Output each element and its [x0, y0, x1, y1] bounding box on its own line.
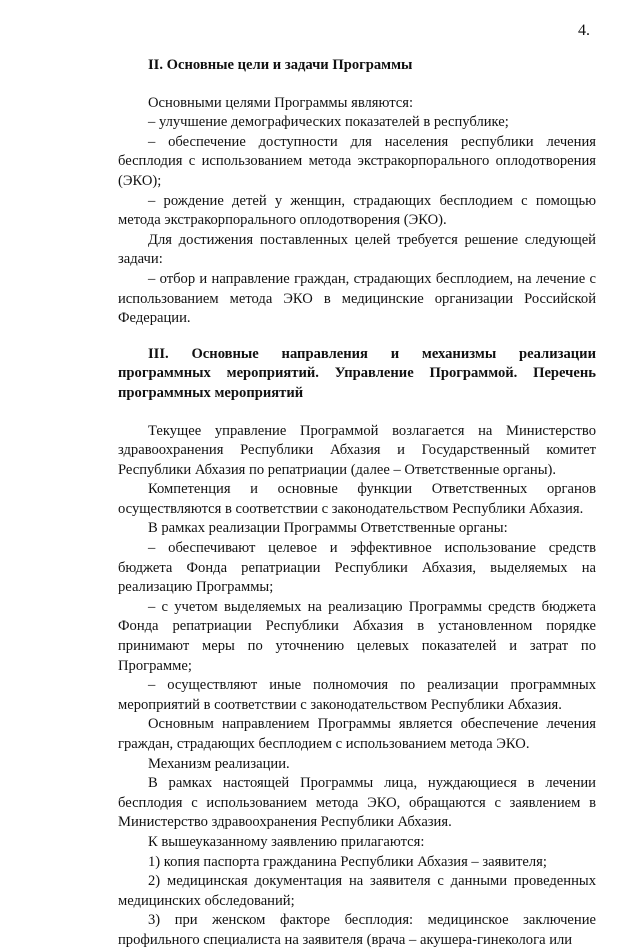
paragraph: Текущее управление Программой возлагается на Министерство здравоохранения Республики Абхазия и Государственный комитет Республики Абхазия по репатриации (далее – Ответственные органы).: [118, 422, 596, 478]
page-number: 4.: [578, 22, 590, 39]
paragraph: В рамках настоящей Программы лица, нуждающиеся в лечении бесплодия с использованием метода ЭКО, обращаются с заявлением в Министерство здравоохранения Республики Абхазия.: [118, 775, 596, 831]
section-3-title: III. Основные направления и механизмы реализации программных мероприятий. Управление Программой. Перечень программных мероприятий: [118, 345, 596, 401]
paragraph: – осуществляют иные полномочия по реализации программных мероприятий в соответствии с законодательством Республики Абхазия.: [118, 677, 596, 713]
list-item: 3) при женском факторе бесплодия: медицинское заключение профильного специалиста на заявителя (врача – акушера-гинеколога или: [118, 912, 596, 948]
paragraph: – обеспечение доступности для населения республики лечения бесплодия с использованием метода экстракорпорального оплодотворения (ЭКО);: [118, 133, 596, 189]
section-2-title: II. Основные цели и задачи Программы: [148, 57, 413, 73]
paragraph: – рождение детей у женщин, страдающих бесплодием с помощью метода экстракорпорального оплодотворения (ЭКО).: [118, 192, 596, 229]
list-item: 1) копия паспорта гражданина Республики Абхазия – заявителя;: [148, 853, 547, 870]
section-2-text: [118, 94, 596, 329]
list-item: 2) медицинская документация на заявителя с данными проведенных медицинских обследований;: [118, 873, 596, 909]
paragraph: В рамках реализации Программы Ответственные органы:: [148, 520, 508, 537]
paragraph: Компетенция и основные функции Ответственных органов осуществляются в соответствии с законодательством Республики Абхазия.: [118, 481, 596, 517]
paragraph: – отбор и направление граждан, страдающих бесплодием, на лечение с использованием метода ЭКО в медицинские организации Российской Федерации.: [118, 270, 596, 327]
paragraph: Для достижения поставленных целей требуется решение следующей задачи:: [118, 231, 596, 268]
paragraph: К вышеуказанному заявлению прилагаются:: [148, 833, 425, 850]
paragraph: Основным направлением Программы является обеспечение лечения граждан, страдающих бесплодием с использованием метода ЭКО.: [118, 716, 596, 752]
paragraph: – обеспечивают целевое и эффективное использование средств бюджета Фонда репатриации Республики Абхазия, выделяемых на реализацию Программы;: [118, 540, 596, 596]
paragraph: Механизм реализации.: [148, 755, 290, 772]
section-3-text: [118, 422, 596, 951]
document-body: [118, 56, 596, 951]
paragraph: – с учетом выделяемых на реализацию Программы средств бюджета Фонда репатриации Республики Абхазия в установленном порядке принимают меры по уточнению целевых показателей и затрат по Программе;: [118, 598, 596, 674]
paragraph: Основными целями Программы являются:: [148, 94, 414, 111]
paragraph: – улучшение демографических показателей в республике;: [148, 114, 509, 131]
